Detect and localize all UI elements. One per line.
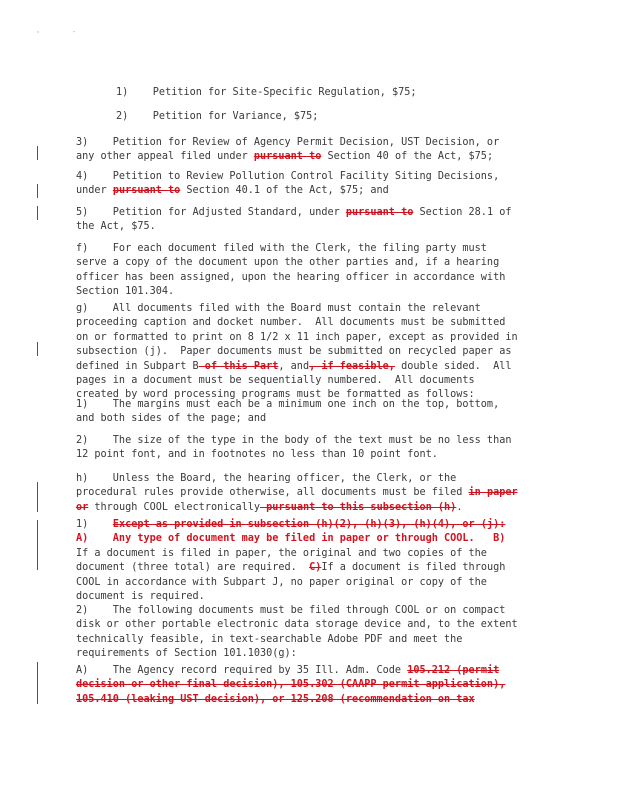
corner-mark: -	[72, 28, 77, 36]
change-bar	[37, 206, 38, 220]
item-2: 2) Petition for Variance, $75;	[116, 111, 319, 122]
item-4: 4) Petition to Review Pollution Control Facility Siting Decisions, under pursuant to Section 40.1 of the Act, $75; and	[76, 171, 500, 197]
deleted-text: pursuant to	[345, 207, 414, 218]
deleted-text: C)	[309, 562, 322, 574]
item-5: 5) Petition for Adjusted Standard, under pursuant to Section 28.1 of the Act, $75.	[76, 207, 512, 233]
subsection-h-2-a: A) The Agency record required by 35 Ill. Adm. Code 105.212 (permit decision or other final decision), 105.302 (CAAPP permit application), 105.410 (leaking UST decision), or 125.208 (recommendation on tax	[76, 665, 506, 705]
subsection-g-2: 2) The size of the type in the body of the text must be no less than 12 point font, and in footnotes no less than 10 point font.	[76, 435, 512, 461]
change-bar	[37, 482, 38, 512]
change-bar	[37, 662, 38, 704]
deleted-text: or	[76, 501, 89, 513]
change-bar	[37, 520, 38, 570]
deleted-text: of this Part	[198, 360, 279, 372]
subsection-g: g) All documents filed with the Board must contain the relevant proceeding caption and docket number. All documents must be submitted on or formatted to print on 8 1/2 x 11 inch paper, except as provided in subsection (j). Paper documents must be submitted on recycled paper as defined in Subpart B of this Part, and, if feasible, double sided. All pages in a document must be sequentially numbered. All documents created by word processing programs must be formatted as follows:	[76, 303, 518, 401]
deleted-text: , if feasible,	[309, 360, 395, 372]
subsection-h: h) Unless the Board, the hearing officer, the Clerk, or the procedural rules provide otherwise, all documents must be filed in paper or through COOL electronically pursuant to this subsection (h).	[76, 473, 518, 513]
subsection-g-1: 1) The margins must each be a minimum one inch on the top, bottom, and both sides of the page; and	[76, 399, 500, 425]
subsection-f: f) For each document filed with the Clerk, the filing party must serve a copy of the document upon the other parties and, if a hearing officer has been assigned, upon the hearing officer in accordance with Section 101.304.	[76, 243, 506, 298]
corner-mark: '	[36, 30, 41, 38]
item-1: 1) Petition for Site-Specific Regulation, $75;	[116, 87, 417, 98]
deleted-text: 105.410 (leaking UST decision), or 125.208 (recommendation on tax	[76, 693, 475, 705]
deleted-text: Except as provided in subsection (h)(2), (h)(3), (h)(4), or (j):	[112, 519, 506, 530]
subsection-h-1: 1) Except as provided in subsection (h)(2), (h)(3), (h)(4), or (j): A) Any type of document may be filed in paper or through COOL. B) If a document is filed in paper, the original and two copies of the document (three total) are required. C)If a document is filed through COOL in accordance with Subpart J, no paper original or copy of the document is required.	[76, 519, 506, 603]
deleted-text: pursuant to	[253, 151, 322, 163]
deleted-text: in paper	[468, 487, 518, 499]
inserted-text: A) Any type of document may be filed in paper or through COOL.	[76, 533, 475, 545]
deleted-text: pursuant to this subsection (h)	[260, 501, 457, 513]
change-bar	[37, 342, 38, 356]
deleted-text: 105.212 (permit	[407, 665, 500, 676]
change-bar	[37, 146, 38, 160]
subsection-h-2: 2) The following documents must be filed through COOL or on compact disk or other portable electronic data storage device and, to the extent technically feasible, in text-searchable Adobe PDF and meet the requirements of Section 101.1030(g):	[76, 605, 518, 660]
change-bar	[37, 184, 38, 198]
deleted-text: pursuant to	[112, 185, 181, 197]
item-3: 3) Petition for Review of Agency Permit Decision, UST Decision, or any other appeal filed under pursuant to Section 40 of the Act, $75;	[76, 137, 500, 163]
inserted-text: B)	[474, 533, 506, 545]
deleted-text: decision or other final decision), 105.302 (CAAPP permit application),	[76, 679, 506, 691]
